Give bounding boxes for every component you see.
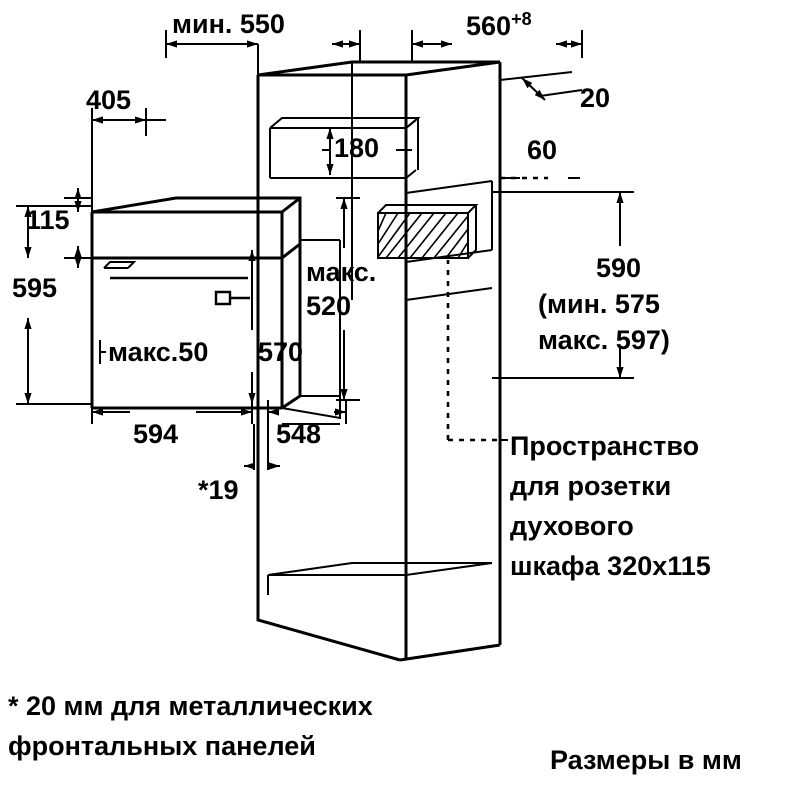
socket-note-line-4: шкафа 320x115 xyxy=(510,551,711,581)
dim-max-50 xyxy=(100,340,106,364)
label-405: 405 xyxy=(86,85,132,115)
label-max-50: макс.50 xyxy=(108,337,209,367)
dim-595 xyxy=(16,206,92,404)
socket-note-line-1: Пространство xyxy=(510,431,700,461)
units-note: Размеры в мм xyxy=(550,745,742,775)
dim-20 xyxy=(500,72,582,100)
cabinet-top-slab xyxy=(258,62,500,75)
dim-405 xyxy=(92,108,166,212)
footnote-line-1: * 20 мм для металлических xyxy=(8,691,373,721)
shelf-top-surface xyxy=(270,118,418,128)
oven-rear-connection-block xyxy=(378,213,468,258)
label-max-597: макс. 597) xyxy=(538,325,670,355)
dim-19 xyxy=(244,424,280,470)
label-60: 60 xyxy=(527,135,558,165)
footnote-line-2: фронтальных панелей xyxy=(8,731,316,761)
label-548: 548 xyxy=(276,419,322,449)
label-595: 595 xyxy=(12,273,58,303)
cabinet-inner-floor-right xyxy=(406,563,492,575)
label-20: 20 xyxy=(580,83,611,113)
label-590: 590 xyxy=(596,253,642,283)
cabinet-front-bottom xyxy=(258,600,400,660)
label-594: 594 xyxy=(133,419,179,449)
label-min-550: мин. 550 xyxy=(172,9,285,39)
label-19: *19 xyxy=(198,475,239,505)
label-max: макс. xyxy=(306,257,377,287)
socket-note-line-2: для розетки xyxy=(510,471,672,501)
label-115: 115 xyxy=(26,205,70,235)
label-520: 520 xyxy=(306,291,352,321)
label-570: 570 xyxy=(258,337,304,367)
label-180: 180 xyxy=(334,133,380,163)
label-560-plus8: $560^{+8}$ xyxy=(466,9,532,41)
label-min-575: (мин. 575 xyxy=(538,289,660,319)
socket-space-dashed xyxy=(448,178,548,440)
cabinet-base-right xyxy=(400,645,500,660)
cabinet-inner-floor-back xyxy=(268,563,492,575)
oven-body xyxy=(92,198,340,424)
socket-note-line-3: духового xyxy=(510,511,634,541)
